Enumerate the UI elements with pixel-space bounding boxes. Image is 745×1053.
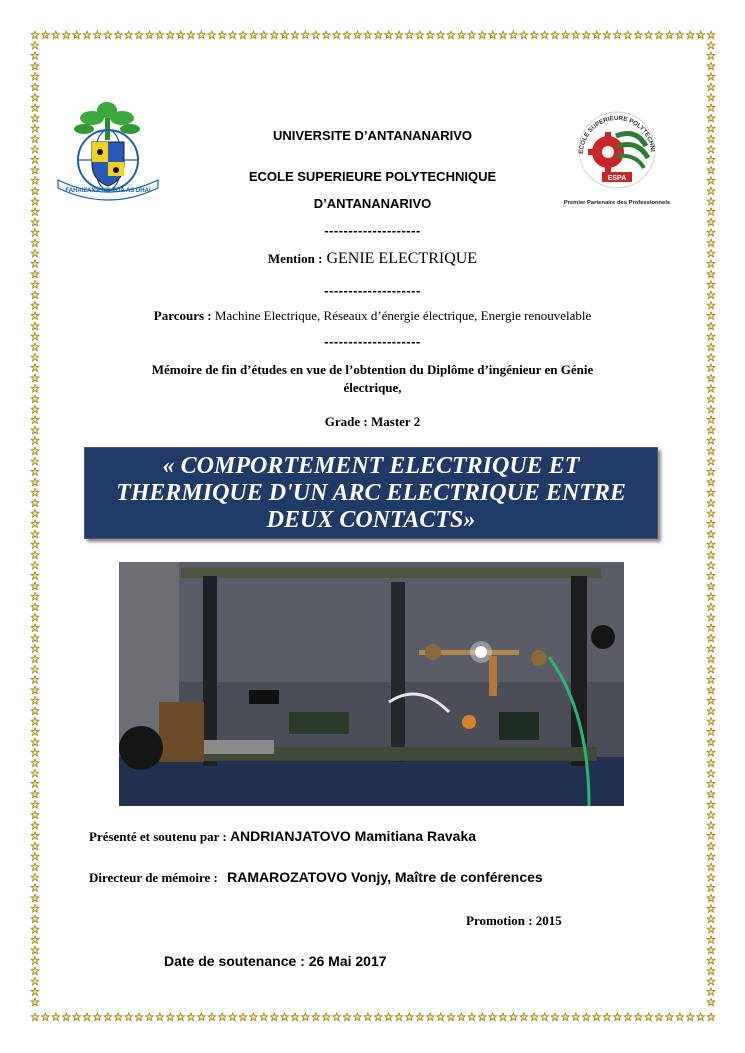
test-bench-photo (119, 562, 624, 806)
thesis-title-line3: DEUX CONTACTS» (266, 506, 476, 533)
presenter-name: ANDRIANJATOVO Mamitiana Ravaka (229, 828, 477, 844)
svg-text:ECOLE SUPERIEURE POLYTECHNIQUE: ECOLE SUPERIEURE POLYTECHNI (577, 114, 656, 155)
promotion: Promotion : 2015 (466, 913, 562, 928)
director-line (89, 869, 543, 886)
separator-2: -------------------- (324, 283, 421, 298)
separator-1: -------------------- (324, 223, 421, 238)
presenter-label: Présenté et soutenu par : (89, 829, 227, 844)
parcours-label: Parcours : (153, 308, 212, 323)
grade-line: Grade : Master 2 (324, 414, 421, 429)
parcours-line (60, 308, 685, 324)
director-label: Directeur de mémoire : (89, 870, 218, 885)
mention-label: Mention : (267, 251, 323, 266)
espa-logo (562, 106, 672, 210)
defense-date: Date de soutenance : 26 Mai 2017 (164, 953, 387, 969)
school-name-line2: D’ANTANANARIVO (313, 196, 432, 211)
svg-text:FAHAIZANA NO TOA AS DHAI: FAHAIZANA NO TOA AS DHAI (65, 188, 151, 194)
thesis-title-line2: THERMIQUE D'UN ARC ELECTRIQUE ENTRE (116, 479, 626, 506)
memoire-line2: électrique, (343, 380, 402, 395)
director-name: RAMAROZATOVO Vonjy, Maître de conférences (227, 869, 543, 885)
university-name: UNIVERSITE D’ANTANANARIVO (272, 128, 473, 143)
memoire-line1: Mémoire de fin d’études en vue de l’obtention du Diplôme d’ingénieur en Génie (151, 362, 594, 377)
thesis-title-box (84, 447, 658, 539)
university-logo (52, 96, 164, 206)
svg-text:ESPA: ESPA (607, 175, 627, 182)
thesis-title (102, 453, 640, 534)
school-name-line1: ECOLE SUPERIEURE POLYTECHNIQUE (248, 169, 497, 184)
presenter-line (89, 828, 476, 845)
mention-line (60, 250, 685, 268)
thesis-title-line1: « COMPORTEMENT ELECTRIQUE ET (162, 452, 580, 479)
mention-value: GENIE ELECTRIQUE (326, 250, 478, 267)
svg-text:Premier Partenaire des Profess: Premier Partenaire des Professionnels (563, 200, 671, 206)
separator-3: -------------------- (324, 334, 421, 349)
parcours-value: Machine Electrique, Réseaux d’énergie électrique, Energie renouvelable (214, 308, 592, 323)
